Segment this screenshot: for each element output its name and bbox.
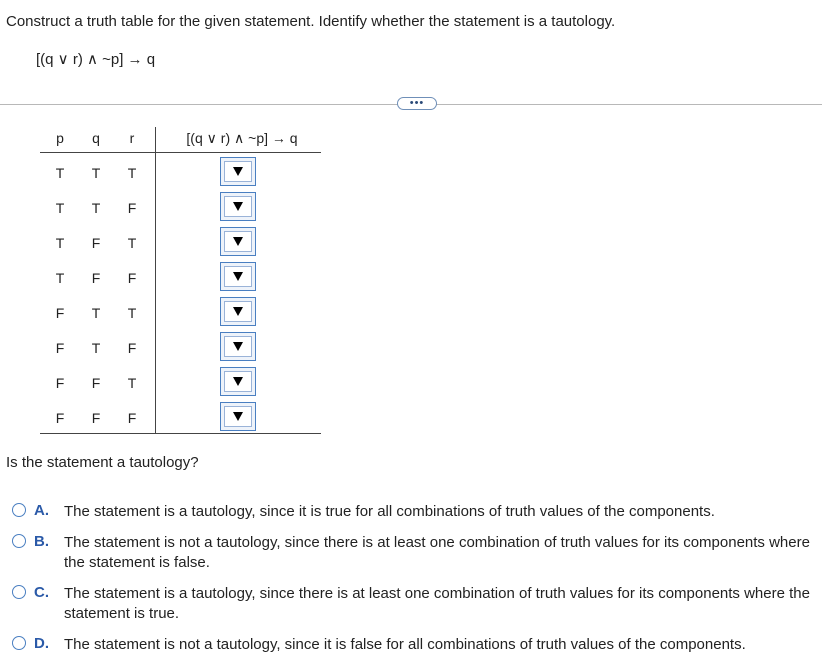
- cell-p: T: [55, 270, 65, 286]
- cell-r: F: [127, 270, 137, 286]
- header-r: r: [129, 130, 135, 146]
- cell-q: F: [91, 235, 101, 251]
- option-text: The statement is not a tautology, since it is false for all combinations of truth values of the components.: [64, 636, 746, 653]
- cell-q: T: [91, 165, 101, 181]
- cell-r: T: [127, 235, 137, 251]
- truth-value-dropdown[interactable]: [220, 367, 256, 396]
- table-bottom-rule: [40, 433, 321, 434]
- cell-p: F: [55, 375, 65, 391]
- cell-p: T: [55, 235, 65, 251]
- cell-p: F: [55, 340, 65, 356]
- table-vertical-rule: [155, 127, 156, 433]
- cell-r: F: [127, 340, 137, 356]
- dropdown-arrow-icon: [233, 412, 243, 421]
- option-letter: A.: [34, 502, 49, 519]
- given-statement: [(q ∨ r) ∧ ~p] → q: [36, 51, 156, 68]
- truth-value-dropdown[interactable]: [220, 297, 256, 326]
- dropdown-arrow-icon: [233, 237, 243, 246]
- radio-button[interactable]: [12, 585, 26, 599]
- dropdown-arrow-icon: [233, 272, 243, 281]
- header-p: p: [56, 130, 64, 146]
- dropdown-arrow-icon: [233, 307, 243, 316]
- radio-button[interactable]: [12, 534, 26, 548]
- option-text: The statement is not a tautology, since there is at least one combination of truth values for its components where the statement is false.: [64, 534, 810, 571]
- dropdown-arrow-icon: [233, 202, 243, 211]
- header-q: q: [92, 130, 100, 146]
- question-prompt: Construct a truth table for the given statement. Identify whether the statement is a tautology.: [6, 13, 616, 30]
- cell-q: T: [91, 200, 101, 216]
- radio-button[interactable]: [12, 636, 26, 650]
- cell-p: T: [55, 165, 65, 181]
- radio-button[interactable]: [12, 503, 26, 517]
- option-letter: D.: [34, 635, 49, 652]
- truth-value-dropdown[interactable]: [220, 402, 256, 431]
- cell-p: F: [55, 410, 65, 426]
- truth-value-dropdown[interactable]: [220, 262, 256, 291]
- cell-r: F: [127, 410, 137, 426]
- cell-r: F: [127, 200, 137, 216]
- dropdown-arrow-icon: [233, 342, 243, 351]
- cell-r: T: [127, 305, 137, 321]
- table-header-rule: [40, 152, 321, 153]
- cell-q: F: [91, 270, 101, 286]
- truth-value-dropdown[interactable]: [220, 227, 256, 256]
- option-text: The statement is a tautology, since there is at least one combination of truth values for its components where the statement is true.: [64, 585, 810, 622]
- cell-q: F: [91, 410, 101, 426]
- truth-value-dropdown[interactable]: [220, 157, 256, 186]
- cell-r: T: [127, 165, 137, 181]
- truth-value-dropdown[interactable]: [220, 332, 256, 361]
- cell-q: T: [91, 340, 101, 356]
- truth-value-dropdown[interactable]: [220, 192, 256, 221]
- tautology-question: Is the statement a tautology?: [6, 454, 199, 471]
- dropdown-arrow-icon: [233, 377, 243, 386]
- dropdown-arrow-icon: [233, 167, 243, 176]
- cell-q: T: [91, 305, 101, 321]
- header-statement: [(q ∨ r) ∧ ~p] → q: [186, 130, 298, 146]
- cell-q: F: [91, 375, 101, 391]
- cell-r: T: [127, 375, 137, 391]
- cell-p: F: [55, 305, 65, 321]
- option-letter: C.: [34, 584, 49, 601]
- option-text: The statement is a tautology, since it is true for all combinations of truth values of the components.: [64, 503, 715, 520]
- cell-p: T: [55, 200, 65, 216]
- more-options-button[interactable]: •••: [397, 97, 437, 110]
- option-letter: B.: [34, 533, 49, 550]
